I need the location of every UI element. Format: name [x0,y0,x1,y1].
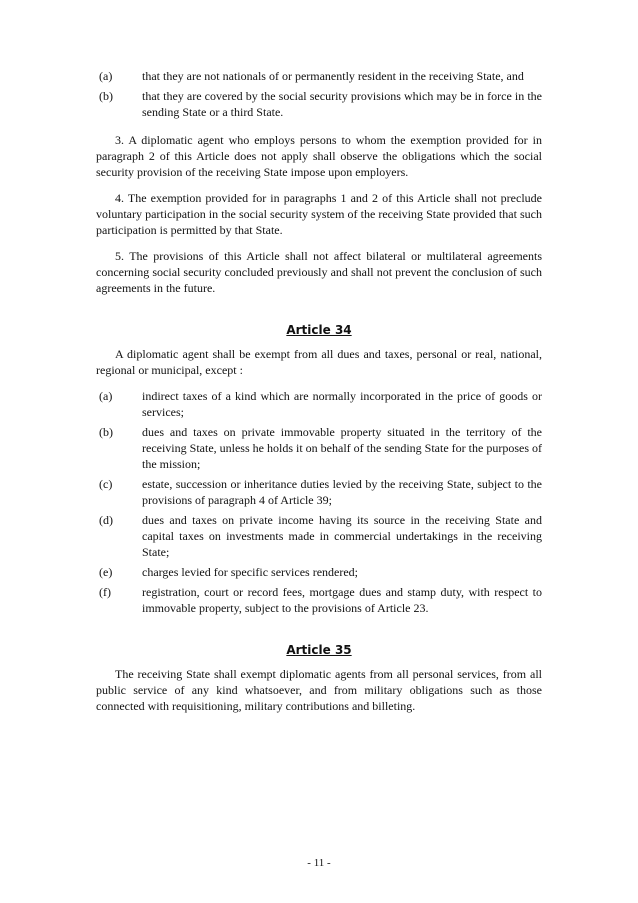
page-number: - 11 - [307,857,331,869]
item-text: estate, succession or inheritance duties levied by the receiving State, subject to the provisions of paragraph 4 of Article 39; [142,477,542,507]
article-34-intro: A diplomatic agent shall be exempt from all dues and taxes, personal or real, national, regional or municipal, except : [96,347,542,377]
top-list [96,68,542,120]
item-text: dues and taxes on private immovable property situated in the territory of the receiving State, unless he holds it on behalf of the sending State for the purposes of the mission; [142,425,542,471]
list-item [96,88,542,120]
list-item [96,388,542,420]
list-item [96,512,542,560]
item-label: (a) [99,69,113,83]
article-34-list [96,388,542,616]
article-35-heading: Article 35 [286,643,352,657]
item-text: registration, court or record fees, mortgage dues and stamp duty, with respect to immovable property, subject to the provisions of Article 23. [142,585,542,615]
list-item [96,476,542,508]
document-page [96,68,542,724]
list-item [96,584,542,616]
item-text: charges levied for specific services rendered; [142,565,359,579]
item-text: indirect taxes of a kind which are normally incorporated in the price of goods or services; [142,389,542,419]
item-text: dues and taxes on private income having its source in the receiving State and capital taxes on investments made in commercial undertakings in the receiving State; [142,513,542,559]
item-label: (b) [99,425,113,439]
paragraph-4: 4. The exemption provided for in paragraphs 1 and 2 of this Article shall not preclude voluntary participation in the social security system of the receiving State provided that such participation is permitted by that State. [96,191,542,237]
item-text: that they are covered by the social security provisions which may be in force in the sending State or a third State. [142,89,542,119]
item-label: (a) [99,389,113,403]
list-item [96,564,542,580]
item-label: (c) [99,477,113,491]
item-label: (f) [99,585,111,599]
item-label: (b) [99,89,113,103]
article-34-heading: Article 34 [286,323,352,337]
list-item [96,424,542,472]
list-item [96,68,542,84]
item-label: (e) [99,565,113,579]
item-text: that they are not nationals of or permanently resident in the receiving State, and [142,69,524,83]
article-35-text: The receiving State shall exempt diplomatic agents from all personal services, from all public service of any kind whatsoever, and from military obligations such as those connected with requisitioning, military contributions and billeting. [96,667,542,713]
paragraph-3: 3. A diplomatic agent who employs persons to whom the exemption provided for in paragraph 2 of this Article does not apply shall observe the obligations which the social security provision of the receiving State impose upon employers. [96,133,542,179]
item-label: (d) [99,513,113,527]
paragraph-5: 5. The provisions of this Article shall not affect bilateral or multilateral agreements concerning social security concluded previously and shall not prevent the conclusion of such agreements in the future. [96,249,542,295]
